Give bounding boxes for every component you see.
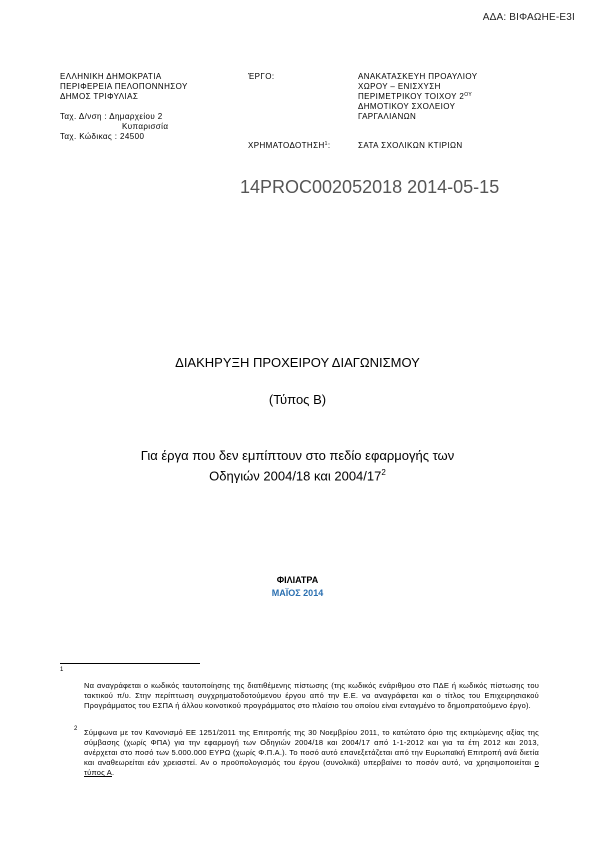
place: ΦΙΛΙΑΤΡΑ	[276, 575, 319, 585]
project-title	[358, 72, 538, 122]
footnote-ref-2: 2	[381, 468, 386, 477]
issuer-block	[60, 72, 250, 142]
funding-label: ΧΡΗΜΑΤΟΔΟΤΗΣΗ$^1$:	[248, 141, 331, 150]
document-scope	[60, 447, 535, 484]
footnote-2: Σύμφωνα με τον Κανονισμό ΕΕ 1251/2011 της Επιτροπής της 30 Νοεμβρίου 2011, το κατώτατο όριο της εκτιμώμενης αξίας της σύμβασης (χωρίς ΦΠΑ) για την εφαρμογή των Οδηγιών 2004/18 και 2004/17 από 1-1-2012 και για τα έτη 2012 και 2013, ανέρχεται στο ποσό των 5.000.000 ΕΥΡΩ (χωρίς Φ.Π.Α.). Το ποσό αυτό επανεξετάζεται από την Ευρωπαϊκή Επιτροπή ανά διετία και αναθεωρείται εάν χρειαστεί. Αν ο προϋπολογισμός του έργου (συνολικά) υπερβαίνει το ποσόν αυτό, να χρησιμοποιείται ο τύπος Α.	[84, 728, 539, 777]
issuer-postal: Ταχ. Κώδικας : 24500	[60, 132, 145, 141]
project-line: ΔΗΜΟΤΙΚΟΥ ΣΧΟΛΕΙΟΥ	[358, 102, 456, 111]
funding-value: ΣΑΤΑ ΣΧΟΛΙΚΩΝ ΚΤΙΡΙΩΝ	[358, 141, 463, 150]
document-type: (Τύπος Β)	[268, 392, 327, 407]
issuer-line: ΠΕΡΙΦΕΡΕΙΑ ΠΕΛΟΠΟΝΝΗΣΟΥ	[60, 82, 188, 91]
footnote-1-mark: 1	[60, 667, 64, 673]
ada-code: ΑΔΑ: ΒΙΦΑΩΗΕ-Ε3Ι	[482, 12, 575, 23]
document-title: ΔΙΑΚΗΡΥΞΗ ΠΡΟΧΕΙΡΟΥ ΔΙΑΓΩΝΙΣΜΟΥ	[175, 355, 420, 370]
issuer-line: ΔΗΜΟΣ ΤΡΙΦΥΛΙΑΣ	[60, 92, 139, 101]
project-line: ΓΑΡΓΑΛΙΑΝΩΝ	[358, 112, 417, 121]
project-line: ΑΝΑΚΑΤΑΣΚΕΥΗ ΠΡΟΑΥΛΙΟΥ	[358, 72, 478, 81]
issuer-address: Ταχ. Δ/νση : Δημαρχείου 2	[60, 112, 163, 121]
issuer-line: ΕΛΛΗΝΙΚΗ ΔΗΜΟΚΡΑΤΙΑ	[60, 72, 162, 81]
project-line: ΠΕΡΙΜΕΤΡΙΚΟΥ ΤΟΙΧΟΥ $2^{O\Upsilon}$	[358, 92, 473, 101]
scope-line: Οδηγιών 2004/18 και $2004/17^2$	[209, 468, 386, 484]
project-line-sup: ΟΥ	[464, 92, 473, 98]
reference-number: 14PROC002052018 2014-05-15	[240, 177, 500, 197]
footnote-ref-1: 1	[324, 141, 328, 147]
type-a-reference: ο τύπος Α	[84, 758, 539, 777]
footnote-divider	[60, 663, 200, 664]
footnote-1: Να αναγράφεται ο κωδικός ταυτοποίησης της διατιθέμενης πίστωσης (της κωδικός ενάριθμου στο ΠΔΕ ή κωδικός πίστωσης του τακτικού π/υ. Στην περίπτωση συγχρηματοδοτούμενου έργου από την Ε.Ε. να αναγράφεται και ο τίτλος του Επιχειρησιακού Προγράμματος του ΕΣΠΑ ή άλλου κοινοτικού προγράμματος στο πλαίσιο του οποίου είναι ενταγμένο το δημοπρατούμενο έργο).	[84, 681, 539, 710]
scope-line: Για έργα που δεν εμπίπτουν στο πεδίο εφαρμογής των	[140, 448, 455, 463]
issuer-city: Κυπαρισσία	[122, 122, 169, 131]
date: ΜΑΪΟΣ 2014	[271, 588, 324, 598]
project-label: ΈΡΓΟ:	[248, 72, 275, 81]
footnote-2-mark: 2	[74, 726, 78, 732]
project-line: ΧΩΡΟΥ – ΕΝΙΣΧΥΣΗ	[358, 82, 441, 91]
